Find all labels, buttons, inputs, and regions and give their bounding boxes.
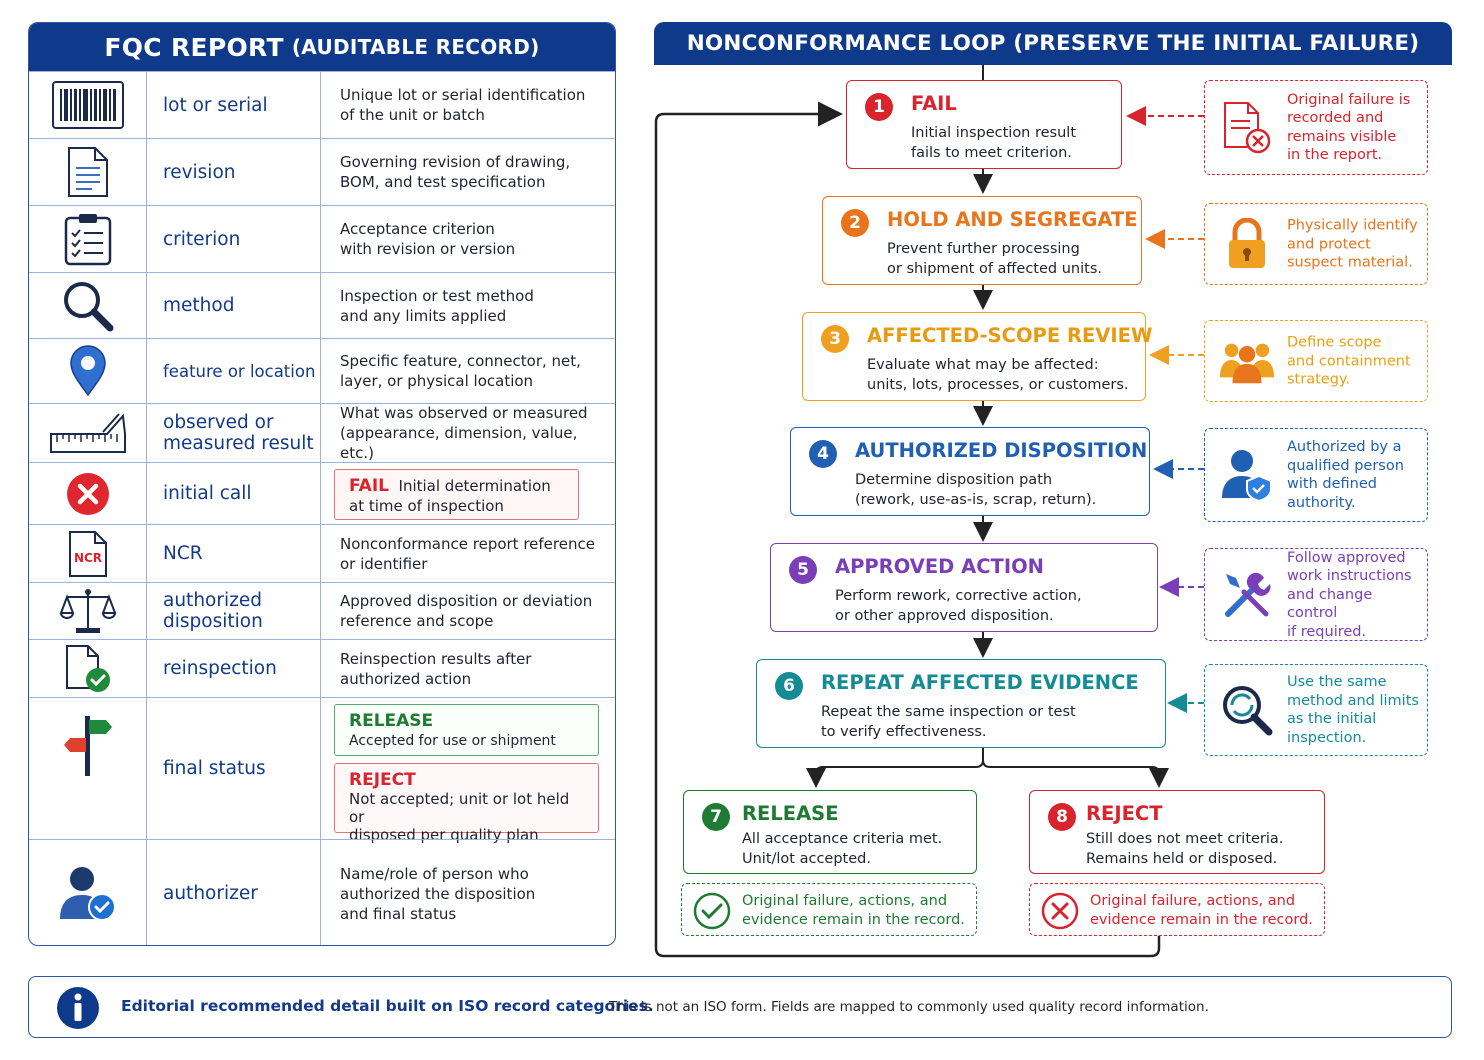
step-title: REJECT: [1086, 802, 1163, 825]
fqc-field-label: initial call: [147, 463, 321, 524]
people-group-icon: [1219, 338, 1275, 384]
note-text: Define scope and containment strategy.: [1287, 334, 1411, 388]
release-callout-text: Accepted for use or shipment: [349, 733, 556, 749]
note-text: Follow approved work instructions and change control if required.: [1287, 549, 1412, 640]
fqc-field-description: Approved disposition or deviation reference and scope: [340, 592, 593, 630]
step-description: Determine disposition path (rework, use-as-is, scrap, return).: [855, 472, 1097, 508]
step-title: HOLD AND SEGREGATE: [887, 208, 1138, 231]
step-number-badge: 2: [841, 209, 869, 237]
fqc-report-title: FQC REPORT: [104, 32, 284, 62]
fqc-field-label: NCR: [147, 525, 321, 582]
fqc-field-label: authorized disposition: [147, 583, 321, 639]
fqc-field-label: reinspection: [147, 640, 321, 697]
x-circle-icon: [1040, 891, 1080, 931]
step-number-badge: 6: [775, 672, 803, 700]
step-description: Repeat the same inspection or test to verify effectiveness.: [821, 704, 1076, 740]
fqc-field-description: Reinspection results after authorized action: [340, 649, 532, 688]
nonconformance-loop-header: NONCONFORMANCE LOOP (PRESERVE THE INITIAL FAILURE): [654, 22, 1452, 65]
footer-secondary-text: This is not an ISO form. Fields are mapped to commonly used quality record information.: [609, 999, 1209, 1015]
step-description: Still does not meet criteria. Remains held or disposed.: [1086, 831, 1284, 867]
fail-tag: FAIL: [349, 476, 389, 496]
note-authorized-by: [1204, 428, 1428, 522]
step-description: All acceptance criteria met. Unit/lot accepted.: [742, 831, 943, 867]
fqc-field-label: authorizer: [147, 840, 321, 946]
note-text: Use the same method and limits as the initial inspection.: [1287, 674, 1419, 746]
fail-callout-text: Initial determination: [398, 477, 551, 495]
fqc-field-description: Governing revision of drawing, BOM, and test specification: [340, 153, 571, 191]
step-title: AUTHORIZED DISPOSITION: [855, 439, 1148, 462]
fqc-report-subtitle: (AUDITABLE RECORD): [291, 35, 540, 59]
note-same-method: [1204, 664, 1428, 756]
fail-callout-text-2: at time of inspection: [349, 497, 504, 515]
document-x-icon: [1222, 101, 1272, 155]
note-define-scope: [1204, 320, 1428, 402]
fqc-field-label: final status: [147, 698, 321, 839]
magnifier-refresh-icon: [1220, 683, 1274, 737]
reject-callout-text: Not accepted; unit or lot held or disposed per quality plan: [349, 790, 570, 844]
step-title: RELEASE: [742, 802, 839, 825]
loop-step-reject: [1029, 790, 1325, 874]
reject-record-note: [1029, 883, 1325, 936]
ncr-icon-label: NCR: [73, 550, 102, 565]
footer-info-bar: [28, 976, 1452, 1038]
user-shield-icon: [1222, 448, 1272, 502]
fqc-field-description: Name/role of person who authorized the disposition and final status: [340, 864, 536, 923]
release-record-note: [681, 883, 977, 936]
loop-step-fail: [846, 80, 1122, 169]
note-physically-identify: [1204, 203, 1428, 285]
step-number-badge: 7: [702, 803, 730, 831]
step-title: APPROVED ACTION: [835, 555, 1044, 578]
step-title: FAIL: [911, 92, 957, 115]
reject-note-text: Original failure, actions, and evidence remain in the record.: [1090, 893, 1313, 928]
loop-step-authorized-disposition: [790, 427, 1150, 516]
footer-main-text: Editorial recommended detail built on ISO record categories.: [121, 997, 654, 1015]
fqc-field-description: Specific feature, connector, net, layer, or physical location: [340, 352, 581, 390]
loop-step-approved-action: [770, 543, 1158, 632]
tools-icon: [1222, 570, 1272, 620]
step-description: Prevent further processing or shipment of affected units.: [887, 241, 1102, 277]
loop-step-repeat-evidence: [756, 659, 1166, 748]
check-circle-icon: [692, 891, 732, 931]
loop-step-release: [683, 790, 977, 874]
release-note-text: Original failure, actions, and evidence remain in the record.: [742, 893, 965, 928]
padlock-icon: [1226, 218, 1268, 270]
step-description: Evaluate what may be affected: units, lots, processes, or customers.: [867, 357, 1129, 393]
fqc-field-label: observed or measured result: [147, 404, 321, 462]
step-number-badge: 3: [821, 325, 849, 353]
fqc-field-description: Inspection or test method and any limits applied: [340, 286, 534, 325]
fqc-field-label: revision: [147, 139, 321, 205]
fqc-field-label: method: [147, 273, 321, 338]
step-number-badge: 4: [809, 440, 837, 468]
note-text: Physically identify and protect suspect material.: [1287, 217, 1418, 271]
step-number-badge: 5: [789, 556, 817, 584]
loop-step-affected-scope-review: [802, 312, 1153, 401]
note-text: Original failure is recorded and remains visible in the report.: [1287, 91, 1411, 163]
info-icon: [56, 986, 100, 1030]
step-description: Perform rework, corrective action, or other approved disposition.: [835, 588, 1082, 624]
note-text: Authorized by a qualified person with defined authority.: [1287, 439, 1404, 511]
fqc-field-label: criterion: [147, 206, 321, 272]
step-number-badge: 1: [865, 93, 893, 121]
reject-tag: REJECT: [349, 770, 416, 790]
fqc-field-description: Unique lot or serial identification of the unit or batch: [340, 86, 586, 124]
fqc-field-description: Acceptance criterion with revision or version: [340, 220, 516, 258]
step-description: Initial inspection result fails to meet criterion.: [911, 125, 1077, 161]
fqc-field-description: What was observed or measured (appearance, dimension, value, etc.): [340, 404, 588, 462]
loop-step-hold-segregate: [822, 196, 1142, 285]
release-tag: RELEASE: [349, 711, 434, 731]
step-title: REPEAT AFFECTED EVIDENCE: [821, 671, 1139, 694]
fqc-field-description: Nonconformance report reference or identifier: [340, 534, 595, 573]
note-original-failure: [1204, 80, 1428, 175]
fqc-field-label: lot or serial: [147, 72, 321, 138]
step-number-badge: 8: [1048, 803, 1076, 831]
note-follow-instructions: [1204, 548, 1428, 641]
fqc-field-label: feature or location: [147, 339, 321, 403]
step-title: AFFECTED-SCOPE REVIEW: [867, 324, 1153, 347]
